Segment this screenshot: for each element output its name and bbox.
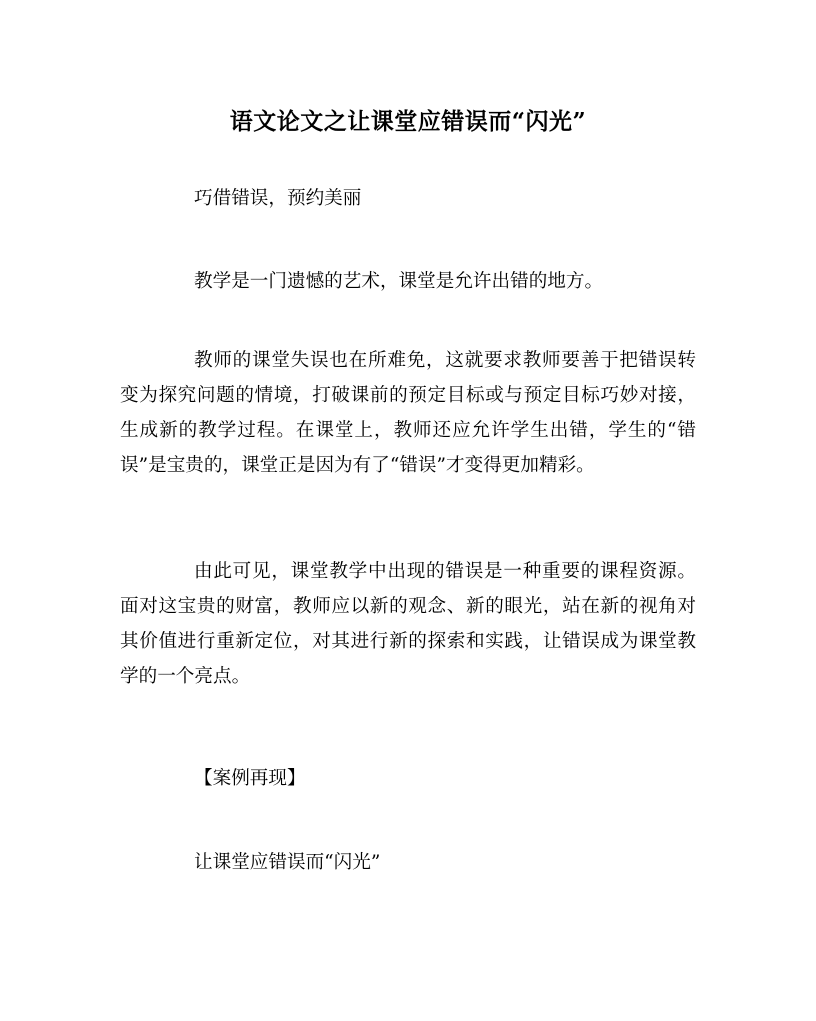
paragraph-body-2: 由此可见，课堂教学中出现的错误是一种重要的课程资源。面对这宝贵的财富，教师应以新的观念、新的眼光，站在新的视角对其价值进行重新定位，对其进行新的探索和实践，让错误成为课堂教学的一个亮点。 xyxy=(120,561,696,687)
paragraph-case-title: 让课堂应错误而“闪光” xyxy=(194,852,381,873)
section-heading-case: 【案例再现】 xyxy=(194,768,306,789)
document-title: 语文论文之让课堂应错误而“闪光” xyxy=(229,108,587,135)
paragraph-body-1: 教师的课堂失误也在所难免，这就要求教师要善于把错误转变为探究问题的情境，打破课前的预定目标或与预定目标巧妙对接，生成新的教学过程。在课堂上，教师还应允许学生出错，学生的“错误”是宝贵的，课堂正是因为有了“错误”才变得更加精彩。 xyxy=(120,350,696,476)
paragraph-subtitle: 巧借错误，预约美丽 xyxy=(194,188,362,209)
paragraph-intro: 教学是一门遗憾的艺术，课堂是允许出错的地方。 xyxy=(194,271,604,292)
